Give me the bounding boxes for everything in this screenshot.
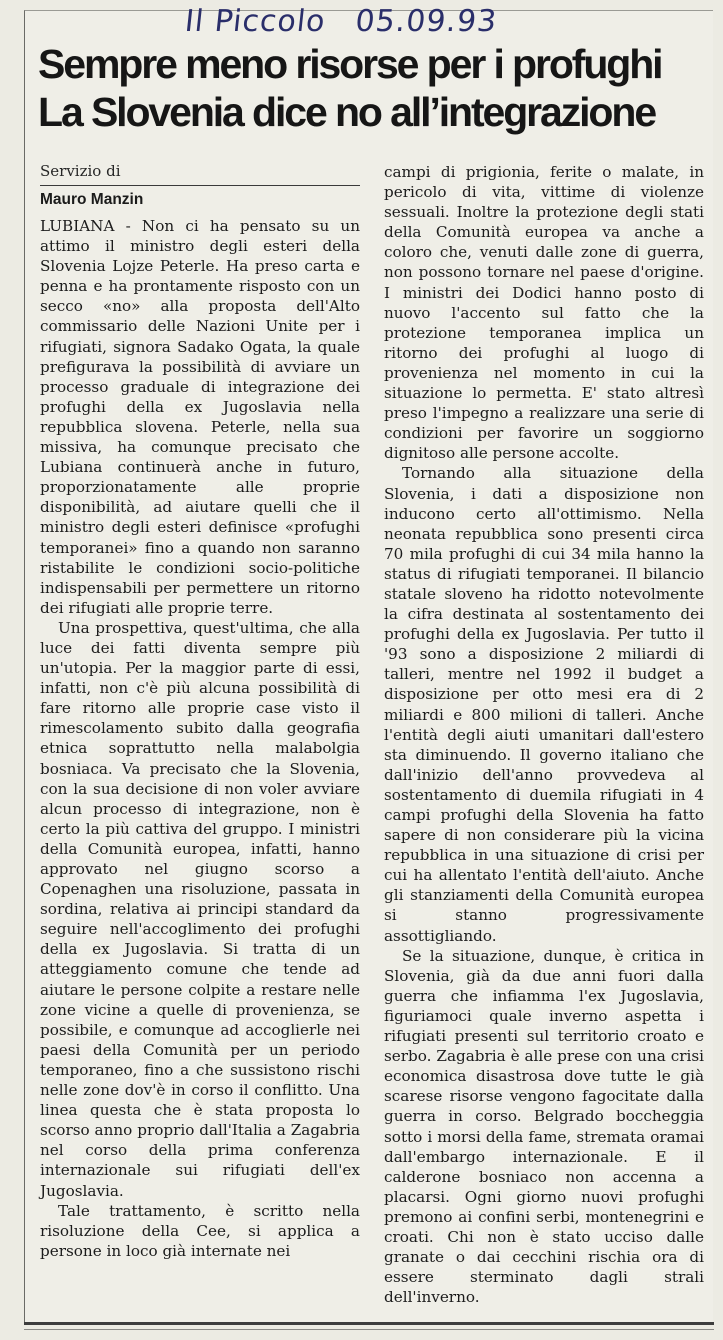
article-column-right (384, 162, 704, 1307)
headline-line-2: La Slovenia dice no all’integrazione (38, 89, 656, 135)
handwritten-annotation (183, 4, 529, 39)
article-paragraph: Tale trattamento, è scritto nella risoluzione della Cee, si applica a persone in loco già internate nei (40, 1201, 360, 1260)
handwritten-date: 05.09.93 (353, 4, 499, 39)
byline-divider (40, 185, 360, 186)
headline-line-1: Sempre meno risorse per i profughi (38, 41, 662, 87)
article-paragraph: Tornando alla situazione della Slovenia, i dati a disposizione non inducono certo all'ottimismo. Nella neonata repubblica sono presenti circa 70 mila profughi di cui 34 mila hanno la status di rifugiati temporanei. Il bilancio statale sloveno ha ridotto notevolmente la cifra destinata al sostentamento dei profughi della ex Jugoslavia. Per tutto il '93 sono a disposizione 2 miliardi di talleri, mentre nel 1992 il budget a disposizione per otto mesi era di 2 miliardi e 800 milioni di talleri. Anche l'entità degli aiuti umanitari dall'estero sta diminuendo. Il governo italiano che dall'inizio dell'anno provvedeva al sostentamento di duemila rifugiati in 4 campi profughi della Slovenia ha fatto sapere di non considerare più la vicina repubblica in una situazione di crisi per cui ha allentato l'entità dell'aiuto. Anche gli stanziamenti della Comunità europea si stanno progressivamente assottigliando. (384, 464, 704, 945)
byline-label: Servizio di (40, 162, 121, 180)
bottom-rule (24, 1322, 714, 1325)
headline (38, 40, 698, 136)
article-paragraph: LUBIANA - Non ci ha pensato su un attimo il ministro degli esteri della Slovenia Lojze Peterle. Ha preso carta e penna e ha prontamente risposto con un secco «no» alla proposta dell'Alto commissario delle Nazioni Unite per i rifugiati, signora Sadako Ogata, la quale prefigurava la possibilità di avviare un processo graduale di integrazione dei profughi della ex Jugoslavia nella repubblica slovena. Peterle, nella sua missiva, ha comunque precisato che Lubiana continuerà anche in futuro, proporzionatamente alle proprie disponibilità, ad aiutare quelli che il ministro degli esteri definisce «profughi temporanei» fino a quando non saranno ristabilite le condizioni socio-politiche indispensabili per permettere un ritorno dei rifugiati alle proprie terre. (40, 217, 360, 617)
byline-author: Mauro Manzin (40, 191, 144, 208)
article-paragraph: campi di prigionia, ferite o malate, in pericolo di vita, vittime di violenze sessuali. Inoltre la protezione degli stati della Comunità europea va anche a coloro che, venuti dalle zone di guerra, non possono tornare nel paese d'origine. I ministri dei Dodici hanno posto di nuovo l'accento sul fatto che la protezione temporanea implica un ritorno dei profughi al luogo di provenienza nel momento in cui la situazione lo permetta. E' stato altresì preso l'impegno a realizzare una serie di condizioni per favorire un soggiorno dignitoso alle persone accolte. (384, 163, 704, 463)
bottom-rule-thin (24, 1329, 714, 1330)
handwritten-newspaper-name: Il Piccolo (183, 4, 328, 39)
article-column-left (40, 216, 360, 1261)
article-paragraph: Una prospettiva, quest'ultima, che alla luce dei fatti diventa sempre più un'utopia. Per la maggior parte di essi, infatti, non c'è più alcuna possibilità di fare ritorno alle proprie case visto il rimescolamento subito dalla geografia etnica soprattutto nella malabolgia bosniaca. Va precisato che la Slovenia, con la sua decisione di non voler avviare alcun processo di integrazione, non è certo la più cattiva del gruppo. I ministri della Comunità europea, infatti, hanno approvato nel giugno scorso a Copenaghen una risoluzione, passata in sordina, relativa ai principi standard da seguire nell'accoglimento dei profughi della ex Jugoslavia. Si tratta di un atteggiamento comune che tende ad aiutare le persone colpite a restare nelle zone vicine a quelle di provenienza, se possibile, e comunque ad accoglierle nei paesi della Comunità per un periodo temporaneo, fino a che sussistono rischi nelle zone dov'è in corso il conflitto. Una linea questa che è stata proposta lo scorso anno proprio dall'Italia a Zagabria nel corso della prima conferenza internazionale sui rifugiati dell'ex Jugoslavia. (40, 618, 360, 1200)
article-paragraph: Se la situazione, dunque, è critica in Slovenia, già da due anni fuori dalla guerra che infiamma l'ex Jugoslavia, figuriamoci quale inverno aspetta i rifugiati presenti sul territorio croato e serbo. Zagabria è alle prese con una crisi economica disastrosa dove tutte le già scarese risorse vengono fagocitate dalla guerra in corso. Belgrado boccheggia sotto i morsi della fame, stremata oramai dall'embargo internazionale. E il calderone bosniaco non accenna a placarsi. Ogni giorno nuovi profughi premono ai confini serbi, montenegrini e croati. Chi non è stato ucciso dalle granate o dai cecchini rischia ora di essere sterminato dagli strali dell'inverno. (384, 946, 704, 1307)
